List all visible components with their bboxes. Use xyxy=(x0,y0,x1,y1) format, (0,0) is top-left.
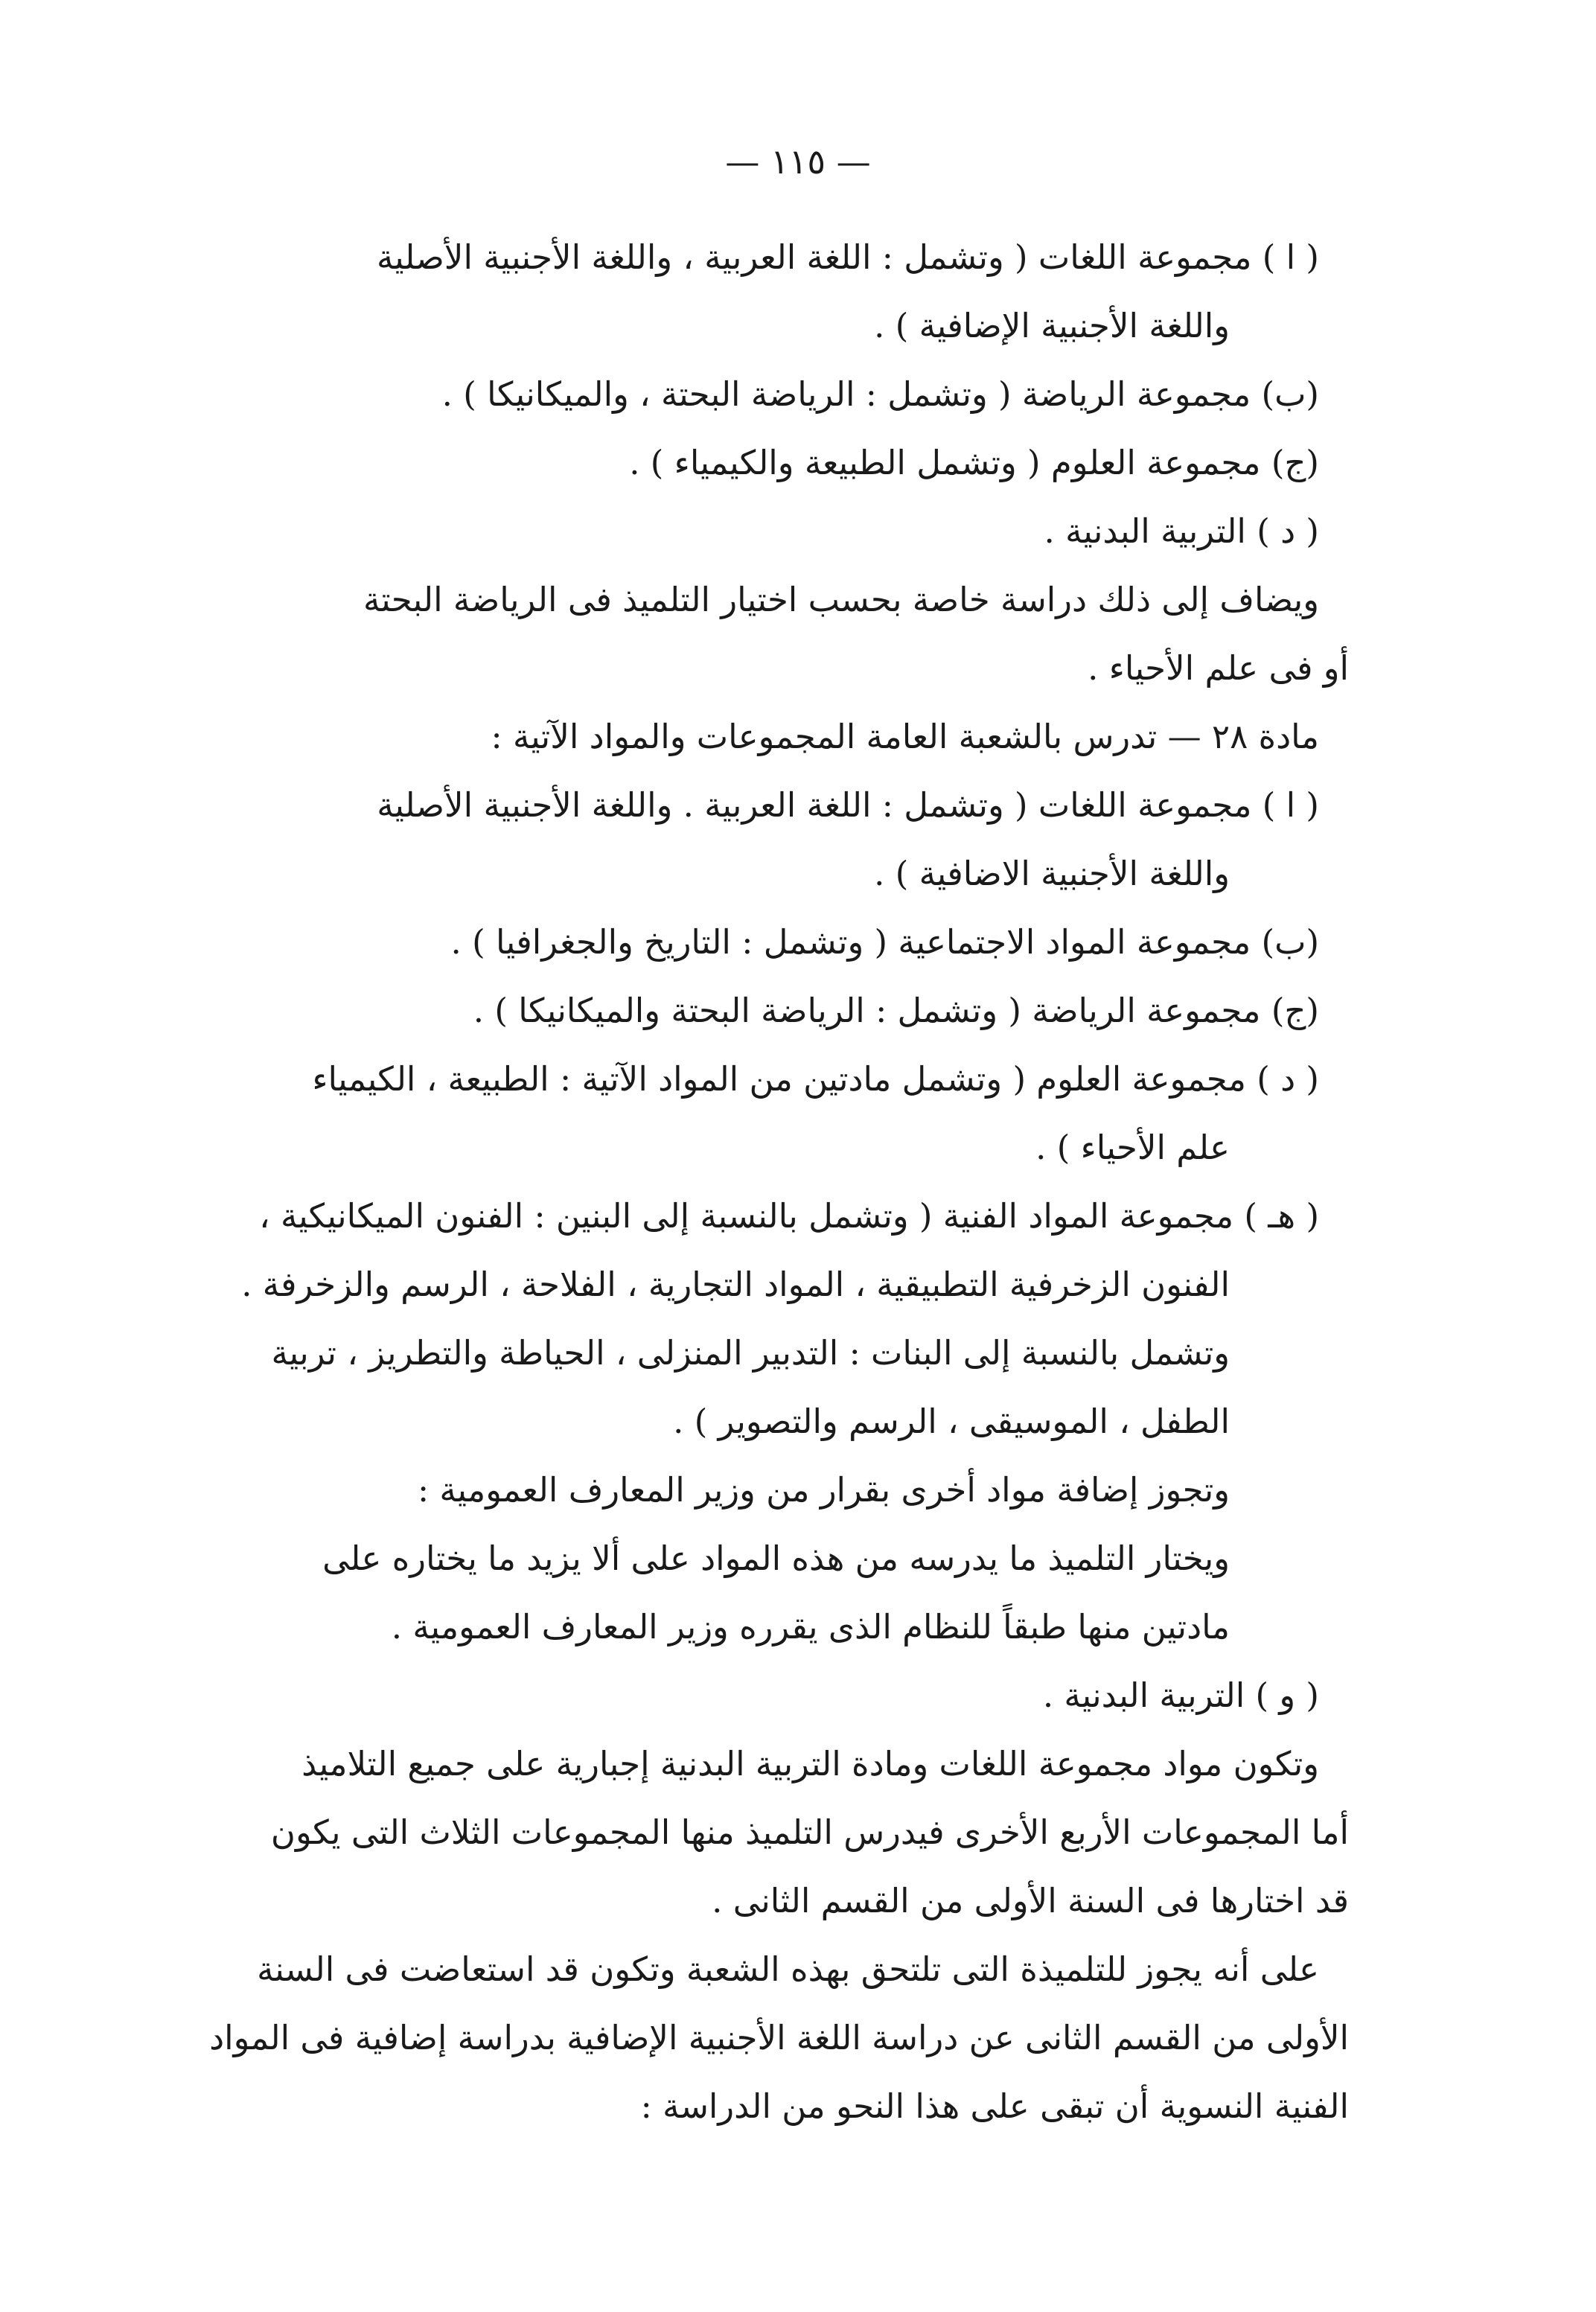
text-line: (ب) مجموعة الرياضة ( وتشمل : الرياضة البحتة ، والميكانيكا ) . xyxy=(441,374,1319,414)
text-line: ويختار التلميذ ما يدرسه من هذه المواد على ألا يزيد ما يختاره على xyxy=(322,1539,1230,1578)
text-line: مادتين منها طبقاً للنظام الذى يقرره وزير المعارف العمومية . xyxy=(391,1607,1230,1647)
text-line: الأولى من القسم الثانى عن دراسة اللغة الأجنبية الإضافية بدراسة إضافية فى المواد xyxy=(209,2018,1349,2057)
text-line: واللغة الأجنبية الاضافية ) . xyxy=(874,854,1230,893)
text-line: علم الأحياء ) . xyxy=(1035,1128,1230,1167)
article-heading: مادة ٢٨ — تدرس بالشعبة العامة المجموعات والمواد الآتية : xyxy=(491,717,1319,756)
text-line: ويضاف إلى ذلك دراسة خاصة بحسب اختيار التلميذ فى الرياضة البحتة xyxy=(363,580,1319,619)
text-line: واللغة الأجنبية الإضافية ) . xyxy=(874,306,1230,345)
text-line: الفنية النسوية أن تبقى على هذا النحو من الدراسة : xyxy=(640,2086,1349,2126)
text-line: (ج) مجموعة الرياضة ( وتشمل : الرياضة البحتة والميكانيكا ) . xyxy=(473,991,1319,1030)
text-line: على أنه يجوز للتلميذة التى تلتحق بهذه الشعبة وتكون قد استعاضت فى السنة xyxy=(257,1949,1319,1989)
text-line: أو فى علم الأحياء . xyxy=(1088,648,1349,688)
text-line: ( هـ ) مجموعة المواد الفنية ( وتشمل بالنسبة إلى البنين : الفنون الميكانيكية ، xyxy=(259,1196,1319,1236)
text-line: ( و ) التربية البدنية . xyxy=(1042,1676,1319,1715)
text-line: الطفل ، الموسيقى ، الرسم والتصوير ) . xyxy=(673,1402,1230,1441)
text-line: قد اختارها فى السنة الأولى من القسم الثانى . xyxy=(712,1881,1349,1920)
text-line: أما المجموعات الأربع الأخرى فيدرس التلميذ منها المجموعات الثلاث التى يكون xyxy=(270,1813,1349,1852)
text-line: ( د ) التربية البدنية . xyxy=(1044,511,1319,551)
text-line: ( ا ) مجموعة اللغات ( وتشمل : اللغة العربية . واللغة الأجنبية الأصلية xyxy=(377,785,1319,825)
text-line: وتجوز إضافة مواد أخرى بقرار من وزير المعارف العمومية : xyxy=(417,1470,1230,1510)
text-line: ( ا ) مجموعة اللغات ( وتشمل : اللغة العربية ، واللغة الأجنبية الأصلية xyxy=(376,237,1319,277)
text-line: ( د ) مجموعة العلوم ( وتشمل مادتين من المواد الآتية : الطبيعة ، الكيمياء xyxy=(312,1059,1319,1099)
text-line: وتشمل بالنسبة إلى البنات : التدبير المنزلى ، الحياطة والتطريز ، تربية xyxy=(271,1333,1230,1373)
text-line: الفنون الزخرفية التطبيقية ، المواد التجارية ، الفلاحة ، الرسم والزخرفة . xyxy=(241,1265,1230,1304)
body-text xyxy=(209,223,1349,2141)
text-line: (ج) مجموعة العلوم ( وتشمل الطبيعة والكيمياء ) . xyxy=(629,443,1319,482)
page-number: — ١١٥ — xyxy=(725,141,871,182)
text-line: (ب) مجموعة المواد الاجتماعية ( وتشمل : التاريخ والجغرافيا ) . xyxy=(450,922,1319,962)
text-line: وتكون مواد مجموعة اللغات ومادة التربية البدنية إجبارية على جميع التلاميذ xyxy=(301,1744,1319,1784)
